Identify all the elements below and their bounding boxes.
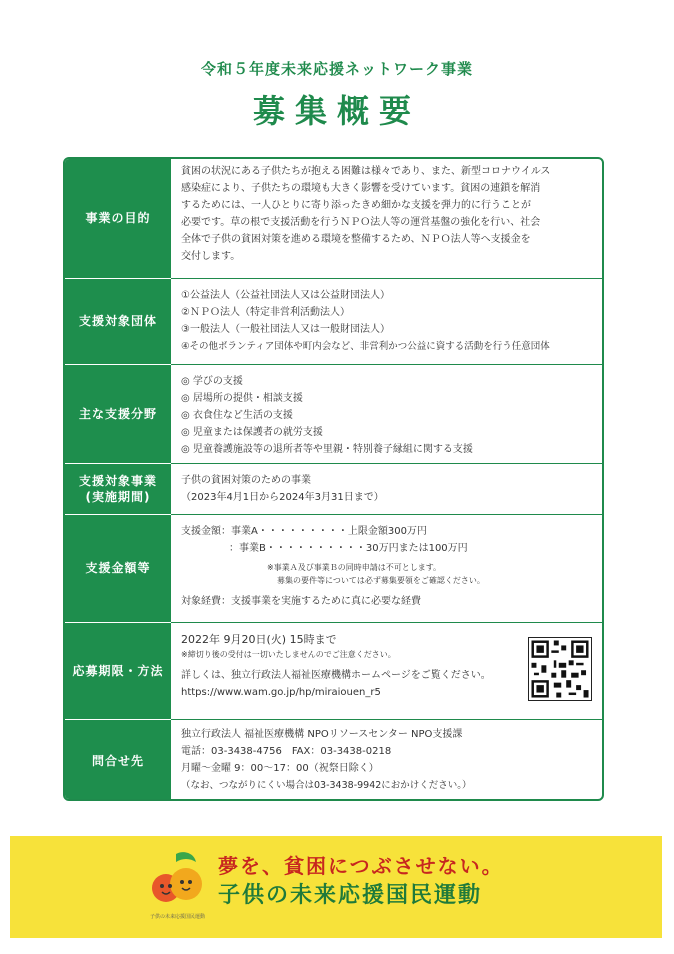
page-subtitle: 令和５年度未来応援ネットワーク事業: [200, 60, 473, 78]
text-line: ：事業B・・・・・・・・・・30万円または100万円: [229, 543, 468, 554]
row-purpose: [65, 159, 602, 278]
text-line: 独立行政法人 福祉医療機構 NPOリソースセンター NPO支援課: [181, 729, 463, 740]
text-line: ◎ 衣食住など生活の支援: [181, 410, 293, 421]
text-line: 交付します。: [181, 251, 241, 262]
qr-code-icon[interactable]: [528, 637, 592, 701]
text-line: ③一般法人（一般社団法人又は一般財団法人）: [181, 324, 390, 335]
row-label: 支援対象団体: [65, 278, 171, 364]
text-line: するためには、一人ひとりに寄り添ったきめ細かな支援を弾力的に行うことが: [181, 200, 531, 211]
row-content: [171, 514, 602, 622]
row-target-orgs: [65, 278, 602, 364]
row-label: 支援金額等: [65, 514, 171, 622]
row-content: [171, 278, 602, 364]
row-fields: [65, 364, 602, 463]
info-table: [63, 157, 604, 801]
text-line: 月曜～金曜 9：00～17：00（祝祭日除く）: [181, 763, 379, 774]
mascot-caption: 子供の未来応援国民運動: [150, 914, 206, 920]
text-line: 感染症により、子供たちの環境も大きく影響を受けています。貧困の連鎖を解消: [181, 183, 541, 194]
text-line: 必要です。草の根で支援活動を行うＮＰＯ法人等の運営基盤の強化を行い、社会: [181, 217, 541, 228]
note-line: ※締切り後の受付は一切いたしませんのでご注意ください。: [181, 650, 396, 659]
note-line: 募集の要件等については必ず募集要領をご確認ください。: [277, 576, 485, 585]
row-content: [171, 719, 602, 801]
text-line: ◎ 児童または保護者の就労支援: [181, 427, 323, 438]
page-title: 募集概要: [252, 92, 421, 130]
row-contact: [65, 719, 602, 801]
text-line: 対象経費：支援事業を実施するために真に必要な経費: [181, 596, 421, 607]
row-content: [171, 364, 602, 463]
deadline-date: 2022年 9月20日(火) 15時まで: [181, 633, 337, 646]
campaign-slogan: 夢を、貧困につぶさせない。: [218, 854, 504, 878]
text-line: 全体で子供の貧困対策を進める環境を整備するため、ＮＰＯ法人等へ支援金を: [181, 234, 531, 245]
row-content: [171, 622, 602, 719]
text-line: 子供の貧困対策のための事業: [181, 475, 311, 486]
row-deadline: [65, 622, 602, 719]
row-amount: [65, 514, 602, 622]
row-target-projects: [65, 463, 602, 514]
text-line: 支援金額：事業A・・・・・・・・・上限金額300万円: [181, 526, 427, 537]
text-line: ④その他ボランティア団体や町内会など、非営利かつ公益に資する活動を行う任意団体: [181, 341, 550, 352]
text-line: ①公益法人（公益社団法人又は公益財団法人）: [181, 290, 390, 301]
text-line: 詳しくは、独立行政法人福祉医療機構ホームページをご覧ください。: [181, 670, 491, 681]
text-line: ◎ 児童養護施設等の退所者等や里親・特別養子縁組に関する支援: [181, 444, 473, 455]
text-line: （なお、つながりにくい場合は03-3438-9942におかけください。）: [181, 780, 472, 791]
text-line: ②ＮＰＯ法人（特定非営利活動法人）: [181, 307, 350, 318]
text-line: （2023年4月1日から2024年3月31日まで）: [181, 492, 384, 503]
text-line: ◎ 学びの支援: [181, 376, 243, 387]
row-content: [171, 463, 602, 514]
row-label: 事業の目的: [65, 159, 171, 278]
text-line: 電話：03-3438-4756 FAX：03-3438-0218: [181, 746, 392, 757]
note-line: ※事業Ａ及び事業Ｂの同時申請は不可とします。: [267, 563, 442, 572]
row-label: 主な支援分野: [65, 364, 171, 463]
text-line: ◎ 居場所の提供・相談支援: [181, 393, 303, 404]
campaign-name: 子供の未来応援国民運動: [218, 883, 483, 908]
website-link[interactable]: https://www.wam.go.jp/hp/miraiouen_r5: [181, 687, 381, 698]
row-label: 支援対象事業 (実施期間): [65, 463, 171, 514]
text-line: 貧困の状況にある子供たちが抱える困難は様々であり、また、新型コロナウイルス: [181, 166, 551, 177]
mascot-logo-icon: [146, 850, 208, 912]
row-label: 問合せ先: [65, 719, 171, 801]
row-label: 応募期限・方法: [65, 622, 171, 719]
row-content: [171, 159, 602, 278]
